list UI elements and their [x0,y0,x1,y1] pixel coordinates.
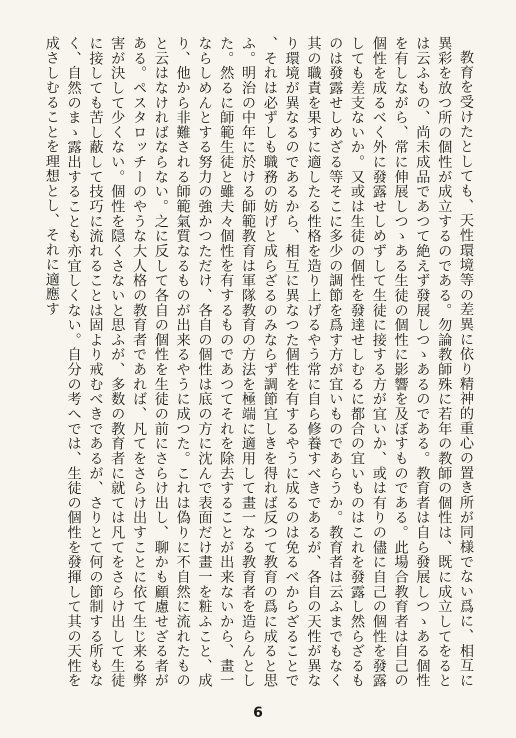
page-number: 6 [253,705,263,721]
vertical-text-block [32,36,476,688]
paragraph: 教育を受けたとしても、天性環境等の差異に依り精神的重心の置き所が同様でない爲に、相互に異彩を放つ所の個性が成立するのである。勿論教師殊に若年の教師の個性は、既に成立してをるとは云ふもの、尚未成品であつて絶えず發展しつゝあるのである。教育者は自ら發展しつゝある個性を有しながら、常に伸展しつゝある生徒の個性に影響を及ぼすものである。此場合教育者は自己の個性を成るべく外に發露せしめずして生徒に接する方が宜いか、或は有りの儘に自己の個性を發露しても差支ないか。又或は生徒の個性を發達せしむるに都合の宜いものはこれを發露し然らざるものは發露せしめざる等そこに多少の調節を爲す方が宜いものであらうか。教育者は云ふまでもなく其の職責を果すに適したる性格を造り上げるやう常に自ら修養すべきであるが、各自の天性が異なり環境が異なるのであるから、相互に異なつた個性を有するやうに成るのは免るべからざることで、それは必ずしも職務の妨げと成らざるのみならず調節宜しきを得れば反つて教育の爲に成ると思ふ。明治の中年に於ける師範教育は軍隊教育の方法を極端に適用して畫一なる教育者を造らんとした。然るに師範生徒と雖夫々個性を有するものであつてそれを除去することが出来ないから、畫一ならしめんとする努力の強かつただけ、各自の個性は底の方に沈んで表面だけ畫一を粧ふこと、成り、他から非難される師範氣質なるものが出来るやうに成つた。これは偽りに不自然に流れたものと云はなければならない。之に反して各自の個性を生徒の前にさらけ出し、聊かも顧慮せざる者がある。ペスタロッチーのやうな大人格の教育者であれば、凡てをさらけ出すことに依て生じ来る弊害が決して少くない。個性を隠くさないと思ふが、多数の教育者に就ては凡てをさらけ出して生徒に接しても苦し蔽して技巧に流れることは固より戒むべきであるが、さりとて何の節制する所もなく、自然のまゝ露出することも亦宜しくない。自分の考へでは、生徒の個性を發揮して其の天性を成さしむることを理想とし、それに適應す [43,36,474,688]
